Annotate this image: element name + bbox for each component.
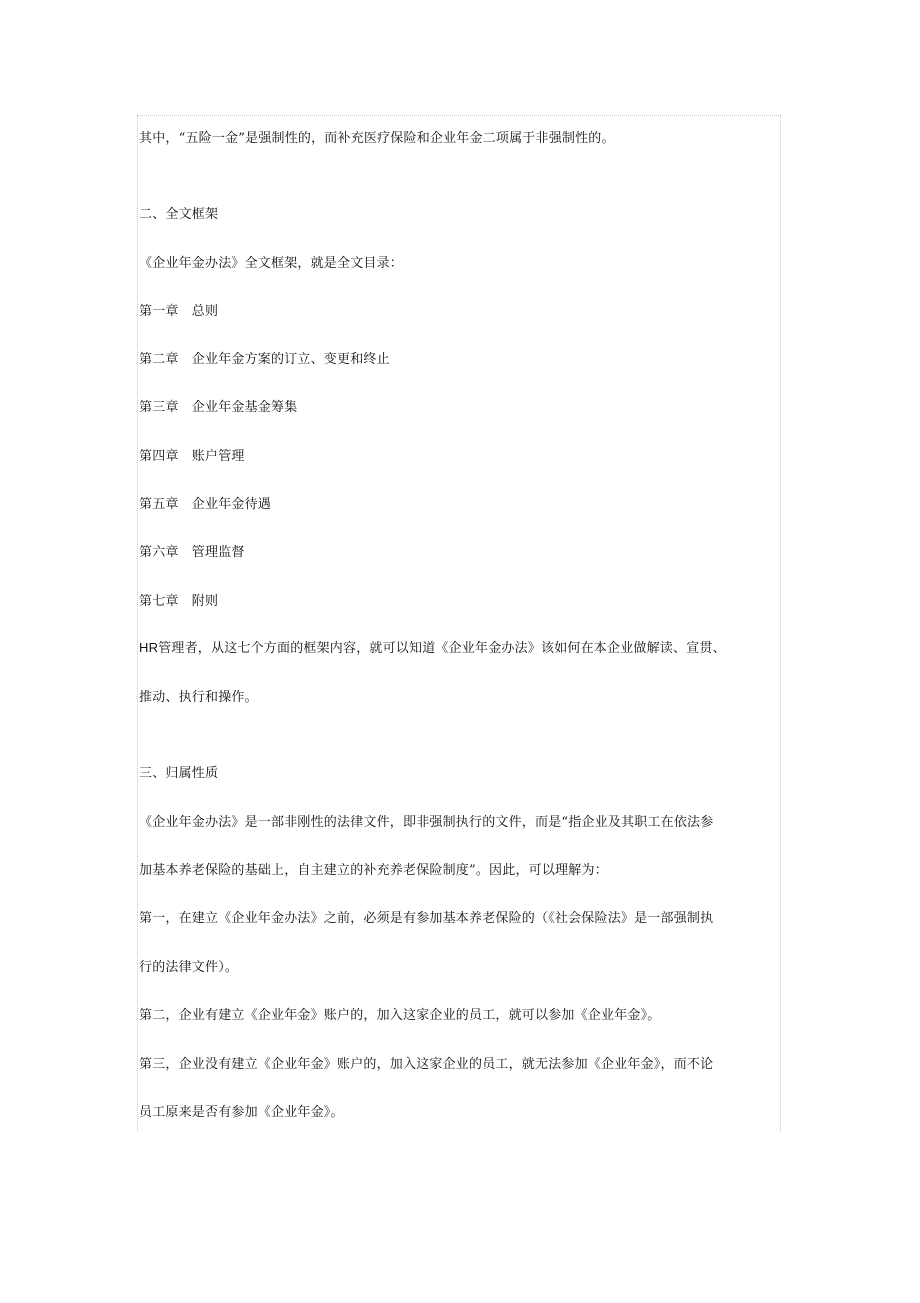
section-3-paragraph-4-line-1: 第三，企业没有建立《企业年金》账户的，加入这家企业的员工，就无法参加《企业年金》，而不论 [139,1057,714,1072]
section-3-paragraph-1-line-2: 加基本养老保险的基础上，自主建立的补充养老保险制度”。因此，可以理解为： [139,863,608,878]
section-2-heading: 二、全文框架 [139,207,219,222]
chapter-item: 第五章 企业年金待遇 [139,497,272,512]
chapter-item: 第一章 总则 [139,304,219,319]
hr-prefix: HR [139,640,159,655]
section-3-paragraph-1-line-1: 《企业年金办法》是一部非刚性的法律文件，即非强制执行的文件，而是“指企业及其职工在依法参 [139,815,714,830]
hr-line-1-text: 管理者，从这七个方面的框架内容，就可以知道《企业年金办法》该如何在本企业做解读、宣贯、 [158,641,726,656]
chapter-item: 第七章 附则 [139,594,219,609]
section-3-paragraph-3: 第二，企业有建立《企业年金》账户的，加入这家企业的员工，就可以参加《企业年金》。 [139,1008,661,1023]
section-3-paragraph-4-line-2: 员工原来是否有参加《企业年金》。 [139,1105,344,1120]
section-3-heading: 三、归属性质 [139,766,219,781]
section-2-lead: 《企业年金办法》全文框架，就是全文目录： [139,256,404,271]
chapter-item: 第三章 企业年金基金筹集 [139,400,298,415]
hr-paragraph-line-1 [139,640,726,657]
section-3-paragraph-2-line-1: 第一，在建立《企业年金办法》之前，必须是有参加基本养老保险的（《社会保险法》是一部强制执 [139,911,714,926]
chapter-item: 第二章 企业年金方案的订立、变更和终止 [139,352,390,367]
chapter-item: 第四章 账户管理 [139,449,245,464]
intro-paragraph: 其中，“五险一金”是强制性的，而补充医疗保险和企业年金二项属于非强制性的。 [139,131,615,146]
hr-paragraph-line-2: 推动、执行和操作。 [139,690,258,705]
chapter-item: 第六章 管理监督 [139,545,245,560]
section-3-paragraph-2-line-2: 行的法律文件）。 [139,960,239,975]
